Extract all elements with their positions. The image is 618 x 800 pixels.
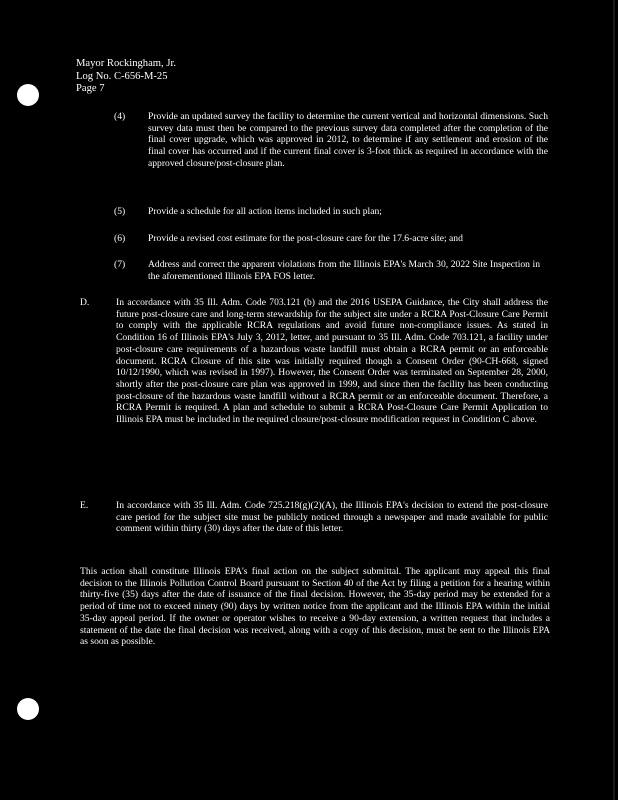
condition-letter: E. (80, 500, 89, 511)
closing-paragraph: This action shall constitute Illinois EPA's final action on the subject submittal. The applicant may appeal this final decision to the Illinois Pollution Control Board pursuant to Section 40 of the Act by filing a petition for a hearing within thirty-five (35) days after the date of issuance of the final decision. However, the 35-day period may be extended for a period of time not to exceed ninety (90) days by written notice from the applicant and the Illinois EPA within the initial 35-day appeal period. If the owner or operator wishes to receive a 90-day extension, a written request that includes a statement of the date the final decision was received, along with a copy of this decision, must be sent to the Illinois EPA as soon as possible. (80, 566, 550, 648)
punch-hole-top (17, 84, 39, 106)
scan-edge (613, 0, 615, 800)
condition-text: In accordance with 35 Ill. Adm. Code 703.121 (b) and the 2016 USEPA Guidance, the City shall address the future post-closure care and long-term stewardship for the subject site under a RCRA Post-Closure Care Permit to comply with the applicable RCRA regulations and avoid future non-compliance issues. As stated in Condition 16 of Illinois EPA's July 3, 2012, letter, and pursuant to 35 Ill. Adm. Code 703.121, a facility under post-closure care requirements of a hazardous waste landfill must obtain a RCRA permit or an enforceable document. RCRA Closure of this site was initially required though a Consent Order (90-CH-668, signed 10/12/1990, which was revised in 1997). However, the Consent Order was terminated on September 28, 2000, shortly after the post-closure care plan was approved in 1999, and since then the facility has been conducting post-closure of the hazardous waste landfill without a RCRA permit or an enforceable document. Therefore, a RCRA Permit is required. A plan and schedule to submit a RCRA Post-Closure Care Permit Application to Illinois EPA must be included in the required closure/post-closure modification request in Condition C above. (116, 297, 548, 426)
item-text: Provide a revised cost estimate for the post-closure care for the 17.6-acre site; and (148, 233, 463, 244)
punch-hole-bottom (17, 698, 39, 720)
item-number: (6) (114, 233, 126, 244)
item-number: (5) (114, 206, 126, 217)
condition-letter: D. (80, 297, 90, 308)
item-number: (4) (114, 111, 126, 122)
condition-text: In accordance with 35 Ill. Adm. Code 725.218(g)(2)(A), the Illinois EPA's decision to extend the post-closure care period for the subject site must be publicly noticed through a newspaper and made available for public comment within thirty (30) days after the date of this letter. (116, 500, 548, 535)
log-number: Log No. C-656-M-25 (76, 70, 168, 82)
item-text: Provide an updated survey the facility to determine the current vertical and horizontal dimensions. Such survey data must then be compared to the previous survey data completed after the completion of the final cover upgrade, which was approved in 2012, to determine if any settlement and erosion of the final cover has occurred and if the current final cover is 3-foot thick as required in accordance with the approved closure/post-closure plan. (148, 111, 548, 169)
addressee: Mayor Rockingham, Jr. (76, 58, 177, 69)
item-number: (7) (114, 259, 126, 270)
item-text: Address and correct the apparent violations from the Illinois EPA's March 30, 2022 Site Inspection in the aforementioned Illinois EPA FOS letter. (148, 259, 540, 282)
page-number: Page 7 (76, 83, 105, 94)
item-text: Provide a schedule for all action items included in such plan; (148, 206, 382, 217)
letter-header (76, 58, 176, 96)
